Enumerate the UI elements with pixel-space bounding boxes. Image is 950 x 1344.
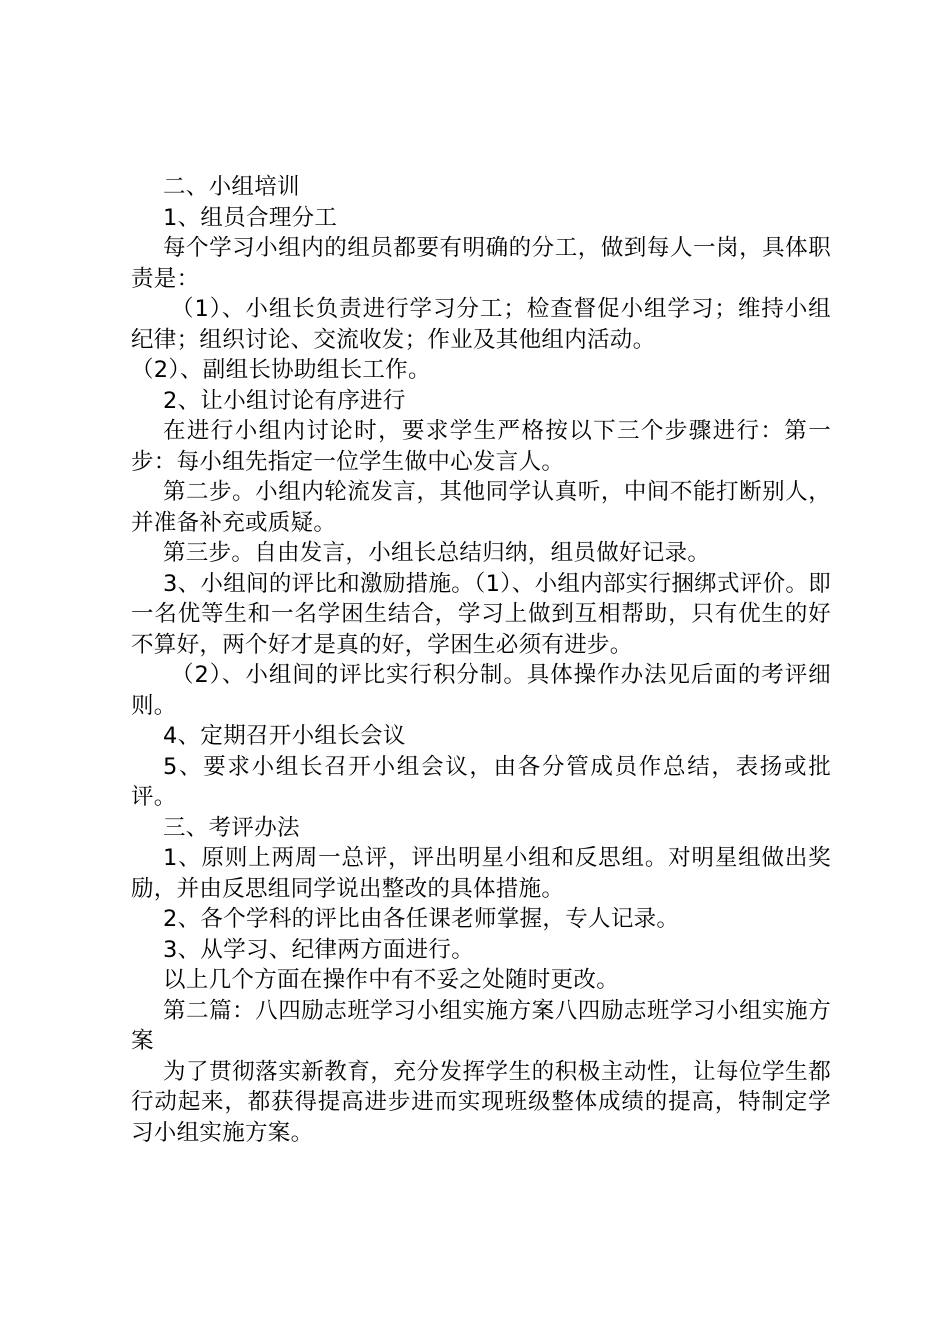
- subsection-heading: 4、定期召开小组长会议: [163, 723, 406, 749]
- paragraph: 5、要求小组长召开小组会议，由各分管成员作总结，表扬或批评。: [131, 753, 831, 810]
- paragraph: 1、原则上两周一总评，评出明星小组和反思组。对明星组做出奖励，并由反思组同学说出整改的具体措施。: [131, 845, 831, 902]
- subsection-heading: 1、组员合理分工: [163, 204, 338, 231]
- paragraph: 每个学习小组内的组员都要有明确的分工，做到每人一岗，具体职责是：: [131, 235, 831, 292]
- section-heading: 二、小组培训: [163, 174, 300, 200]
- paragraph: 以上几个方面在操作中有不妥之处随时更改。: [163, 967, 620, 993]
- paragraph: 为了贯彻落实新教育，充分发挥学生的积极主动性，让每位学生都行动起来，都获得提高进步进而实现班级整体成绩的提高，特制定学习小组实施方案。: [131, 1058, 831, 1146]
- paragraph: 第三步。自由发言，小组长总结归纳，组员做好记录。: [163, 540, 711, 566]
- paragraph: （2）、小组间的评比实行积分制。具体操作办法见后面的考评细则。: [131, 662, 831, 719]
- paragraph: 在进行小组内讨论时，要求学生严格按以下三个步骤进行：第一步：每小组先指定一位学生做中心发言人。: [131, 418, 831, 475]
- paragraph: 2、各个学科的评比由各任课老师掌握，专人记录。: [163, 906, 680, 932]
- paragraph: （1）、小组长负责进行学习分工；检查督促小组学习；维持小组纪律；组织讨论、交流收发；作业及其他组内活动。: [131, 296, 831, 353]
- paragraph: 第二步。小组内轮流发言，其他同学认真听，中间不能打断别人，并准备补充或质疑。: [131, 479, 831, 536]
- section-heading: 三、考评办法: [163, 814, 300, 841]
- chapter-title: 第二篇：八四励志班学习小组实施方案八四励志班学习小组实施方案: [131, 997, 831, 1054]
- paragraph: （2）、副组长协助组长工作。: [131, 357, 431, 383]
- paragraph: 3、从学习、纪律两方面进行。: [163, 936, 475, 963]
- subsection-heading: 2、让小组讨论有序进行: [163, 387, 406, 414]
- document-body: [131, 172, 831, 1148]
- paragraph: 3、小组间的评比和激励措施。（1）、小组内部实行捆绑式评价。即一名优等生和一名学困生结合，学习上做到互相帮助，只有优生的好不算好，两个好才是真的好，学困生必须有进步。: [131, 570, 831, 658]
